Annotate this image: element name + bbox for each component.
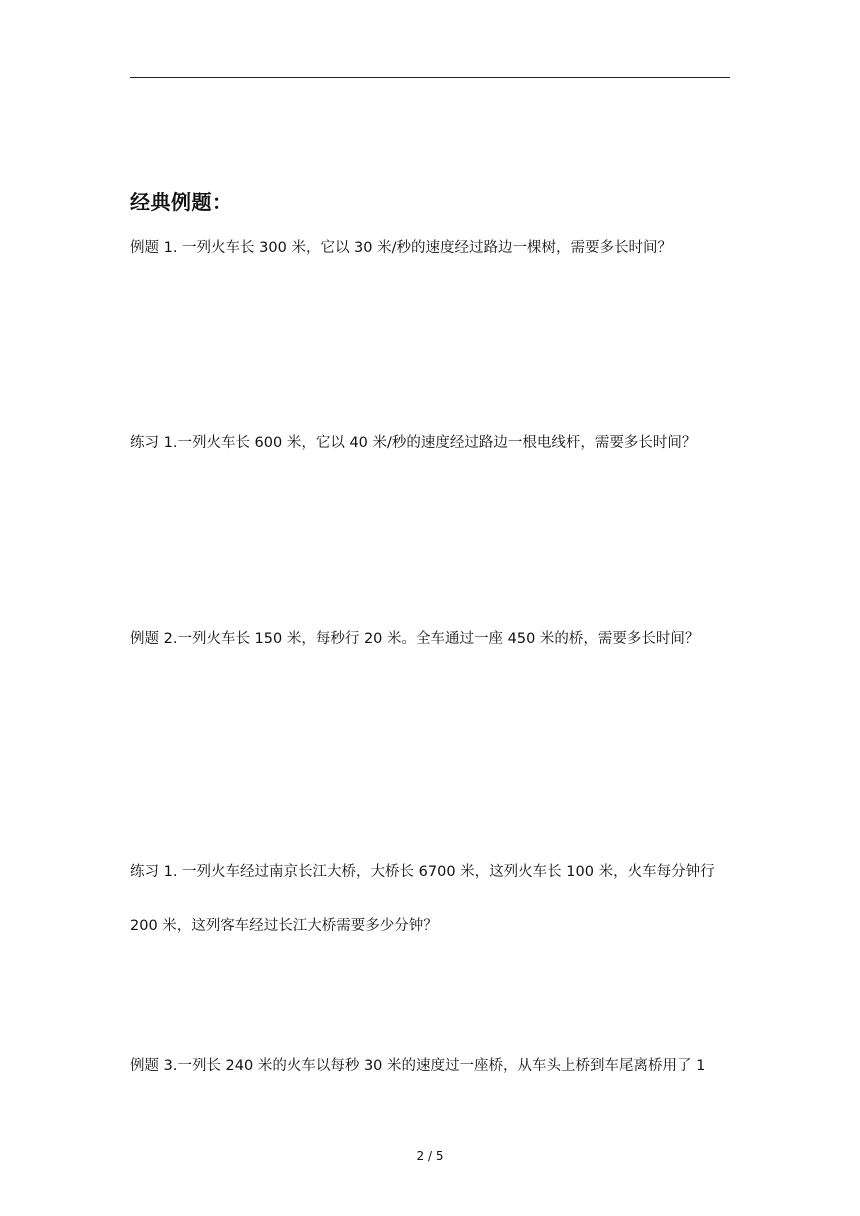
problem-text-line: 200 米，这列客车经过长江大桥需要多少分钟？ bbox=[130, 918, 438, 934]
problem-text-line: 例题 2.一列火车长 150 米，每秒行 20 米。全车通过一座 450 米的桥，需要多长时间？ bbox=[130, 631, 700, 647]
practice-2 bbox=[130, 862, 730, 936]
example-1 bbox=[130, 238, 730, 258]
problem-text-line: 练习 1. 一列火车经过南京长江大桥，大桥长 6700 米，这列火车长 100 米，火车每分钟行 bbox=[130, 864, 715, 880]
practice-1 bbox=[130, 433, 730, 453]
section-title: 经典例题： bbox=[130, 190, 233, 214]
problem-text-line: 例题 3.一列长 240 米的火车以每秒 30 米的速度过一座桥，从车头上桥到车尾离桥用了 1 bbox=[130, 1058, 706, 1074]
example-2 bbox=[130, 629, 730, 649]
problem-text-line: 练习 1.一列火车长 600 米，它以 40 米/秒的速度经过路边一根电线杆，需要多长时间？ bbox=[130, 435, 697, 451]
problem-text-line: 例题 1. 一列火车长 300 米，它以 30 米/秒的速度经过路边一棵树，需要多长时间？ bbox=[130, 240, 672, 256]
header-rule bbox=[130, 77, 730, 78]
page-number: 2 / 5 bbox=[416, 1149, 444, 1163]
example-3 bbox=[130, 1056, 730, 1076]
